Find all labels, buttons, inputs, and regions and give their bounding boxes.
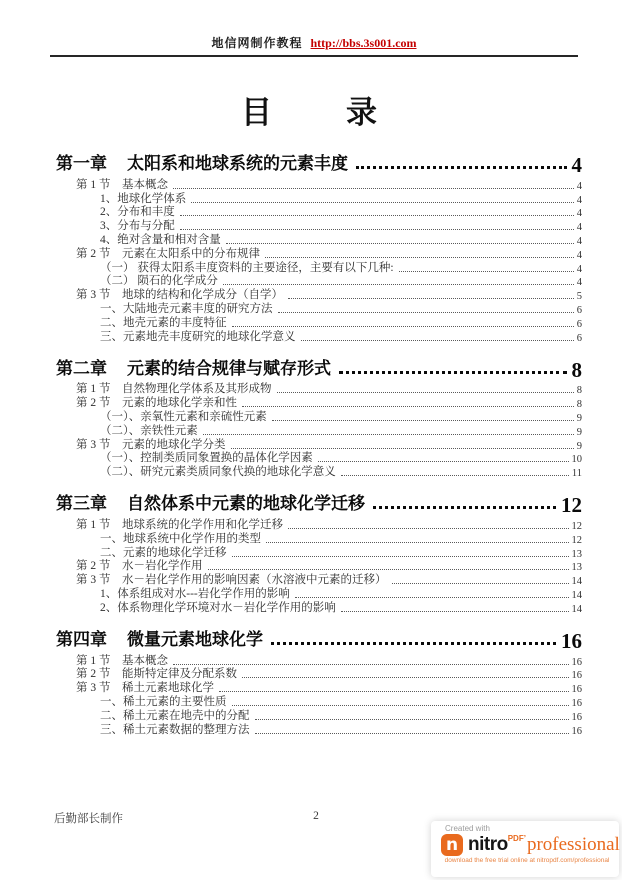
dot-leader <box>255 733 569 734</box>
toc-entry-page-number: 16 <box>571 725 582 737</box>
toc-entry-page-number: 16 <box>571 656 582 668</box>
toc-entry-label: 二、稀土元素在地壳中的分配 <box>100 709 250 722</box>
toc-entry-label: 第 1 节 基本概念 <box>76 178 168 191</box>
nitro-brand-name: nitro <box>468 834 508 855</box>
toc-entry-label: （二）、亲铁性元素 <box>100 424 198 437</box>
nitro-trial-link[interactable]: download the free trial online at nitropdf.com/professional <box>444 857 610 864</box>
toc-entry-label: （一）、控制类质同象置换的晶体化学因素 <box>100 452 313 465</box>
toc-entry-label: 第 3 节 地球的结构和化学成分（自学） <box>76 289 283 302</box>
nitro-logo-icon: n <box>441 834 463 856</box>
toc-entry-page-number: 6 <box>576 304 582 316</box>
toc-chapter-heading <box>50 357 582 381</box>
dot-leader <box>180 229 574 230</box>
toc-entry-label: 第 2 节 元素的地球化学亲和性 <box>76 397 237 410</box>
toc-entry-page-number: 12 <box>571 534 582 546</box>
toc-entry-page-number: 16 <box>571 697 582 709</box>
chapter-page-number: 4 <box>571 153 582 177</box>
toc-entry-page-number: 4 <box>576 222 582 234</box>
toc-entry-page-number: 9 <box>576 440 582 452</box>
toc-entry-page-number: 11 <box>571 468 582 480</box>
dot-leader <box>339 371 567 374</box>
toc-entry-label: 1、地球化学体系 <box>100 192 187 205</box>
dot-leader <box>232 705 569 706</box>
toc-entry-label: 第 2 节 能斯特定律及分配系数 <box>76 668 237 681</box>
dot-leader <box>277 392 574 393</box>
toc-entry-page-number: 4 <box>576 180 582 192</box>
toc-entry-page-number: 13 <box>571 562 582 574</box>
toc-entry-label: 2、体系物理化学环境对水－岩化学作用的影响 <box>100 601 336 614</box>
dot-leader <box>232 556 569 557</box>
dot-leader <box>278 312 574 313</box>
toc-entry-label: 三、元素地壳丰度研究的地球化学意义 <box>100 330 296 343</box>
toc-entry-page-number: 9 <box>576 426 582 438</box>
toc-entry-row <box>50 601 582 615</box>
toc-entry-label: 第 2 节 元素在太阳系中的分布规律 <box>76 247 260 260</box>
chapter-number: 第一章 <box>56 154 107 173</box>
chapter-number: 第四章 <box>56 629 107 649</box>
toc-entry-label: 第 3 节 水－岩化学作用的影响因素（水溶液中元素的迁移） <box>76 574 387 587</box>
dot-leader <box>266 542 569 543</box>
toc-entry-label: 一、大陆地壳元素丰度的研究方法 <box>100 302 273 315</box>
toc-entry-label: （二）、研究元素类质同象代换的地球化学意义 <box>100 466 336 479</box>
toc-entry-label: 1、体系组成对水---岩化学作用的影响 <box>100 587 290 600</box>
toc-entry-label: 一、稀土元素的主要性质 <box>100 695 227 708</box>
toc-entry-label: 一、地球系统中化学作用的类型 <box>100 532 261 545</box>
dot-leader <box>180 215 574 216</box>
chapter-title: 元素的结合规律与赋存形式 <box>127 358 331 378</box>
dot-leader <box>226 243 574 244</box>
dot-leader <box>219 691 569 692</box>
header-url-link[interactable]: http://bbs.3s001.com <box>310 36 417 50</box>
toc-entry-label: 二、地壳元素的丰度特征 <box>100 316 227 329</box>
toc-entry-page-number: 10 <box>571 454 582 466</box>
chapter-page-number: 8 <box>571 357 582 382</box>
dot-leader <box>301 340 574 341</box>
toc-entry-label: 二、元素的地球化学迁移 <box>100 546 227 559</box>
toc-entry-label: 第 1 节 基本概念 <box>76 654 168 667</box>
nitro-pdf-superscript: PDF’ <box>507 834 526 843</box>
chapter-number: 第三章 <box>56 494 107 514</box>
toc-entry-row <box>50 723 582 737</box>
nitro-pdf-watermark <box>431 821 619 877</box>
toc-entry-page-number: 16 <box>571 670 582 682</box>
dot-leader <box>295 597 569 598</box>
toc-entry-label: 2、分布和丰度 <box>100 206 175 219</box>
nitro-logo-row <box>441 834 620 856</box>
toc-entry-label: 第 2 节 水－岩化学作用 <box>76 560 203 573</box>
footer-page-number: 2 <box>313 810 319 822</box>
toc-entry-page-number: 14 <box>571 589 582 601</box>
toc-entry-page-number: 4 <box>576 194 582 206</box>
dot-leader <box>288 298 574 299</box>
dot-leader <box>399 271 574 272</box>
chapter-title: 微量元素地球化学 <box>127 629 263 649</box>
toc-chapter-heading <box>50 628 582 652</box>
toc-entry-label: （二） 陨石的化学成分 <box>100 275 218 288</box>
chapter-page-number: 16 <box>561 628 582 653</box>
dot-leader <box>341 475 569 476</box>
table-of-contents <box>50 152 582 737</box>
toc-entry-label: 第 1 节 自然物理化学体系及其形成物 <box>76 383 272 396</box>
dot-leader <box>203 434 574 435</box>
toc-chapter-heading <box>50 152 582 176</box>
nitro-brand-text <box>468 834 526 856</box>
footer-author: 后勤部长制作 <box>54 813 123 825</box>
dot-leader <box>272 420 574 421</box>
toc-entry-page-number: 4 <box>576 249 582 261</box>
dot-leader <box>173 188 574 189</box>
chapter-title: 太阳系和地球系统的元素丰度 <box>127 154 348 173</box>
nitro-professional-text: professional <box>526 834 620 855</box>
toc-entry-row <box>50 330 582 344</box>
page-header <box>50 34 578 57</box>
watermark-created-with-label: Created with <box>445 824 490 833</box>
chapter-title: 自然体系中元素的地球化学迁移 <box>127 494 365 514</box>
toc-entry-label: 第 3 节 元素的地球化学分类 <box>76 438 226 451</box>
toc-entry-page-number: 6 <box>576 332 582 344</box>
toc-entry-label: （一）、亲氧性元素和亲硫性元素 <box>100 410 267 423</box>
toc-entry-page-number: 13 <box>571 548 582 560</box>
toc-entry-label: （一） 获得太阳系丰度资料的主要途径，主要有以下几种: <box>100 261 394 274</box>
toc-entry-page-number: 16 <box>571 684 582 696</box>
toc-entry-page-number: 14 <box>571 576 582 588</box>
page-title: 目 录 <box>241 95 381 130</box>
dot-leader <box>242 406 574 407</box>
dot-leader <box>373 506 556 509</box>
toc-entry-label: 4、绝对含量和相对含量 <box>100 233 221 246</box>
dot-leader <box>318 461 569 462</box>
toc-entry-page-number: 6 <box>576 318 582 330</box>
toc-entry-page-number: 8 <box>576 385 582 397</box>
header-site-title: 地信网制作教程 <box>211 36 303 50</box>
dot-leader <box>341 611 569 612</box>
toc-entry-page-number: 4 <box>576 208 582 220</box>
toc-entry-label: 三、稀土元素数据的整理方法 <box>100 723 250 736</box>
dot-leader <box>242 677 569 678</box>
dot-leader <box>191 202 574 203</box>
toc-entry-page-number: 8 <box>576 399 582 411</box>
toc-entry-page-number: 9 <box>576 412 582 424</box>
toc-entry-row <box>50 465 582 479</box>
chapter-number: 第二章 <box>56 358 107 378</box>
toc-entry-page-number: 4 <box>576 263 582 275</box>
toc-entry-page-number: 16 <box>571 711 582 723</box>
toc-chapter-heading <box>50 492 582 516</box>
dot-leader <box>255 719 569 720</box>
toc-entry-page-number: 4 <box>576 235 582 247</box>
toc-entry-page-number: 5 <box>576 291 582 303</box>
toc-entry-label: 第 1 节 地球系统的化学作用和化学迁移 <box>76 518 283 531</box>
dot-leader <box>288 528 569 529</box>
toc-entry-page-number: 12 <box>571 520 582 532</box>
dot-leader <box>392 583 569 584</box>
dot-leader <box>356 166 567 169</box>
toc-entry-label: 3、分布与分配 <box>100 220 175 233</box>
toc-entry-label: 第 3 节 稀土元素地球化学 <box>76 682 214 695</box>
toc-entry-page-number: 4 <box>576 277 582 289</box>
toc-entry-page-number: 14 <box>571 603 582 615</box>
dot-leader <box>271 642 556 645</box>
chapter-page-number: 12 <box>561 493 582 518</box>
